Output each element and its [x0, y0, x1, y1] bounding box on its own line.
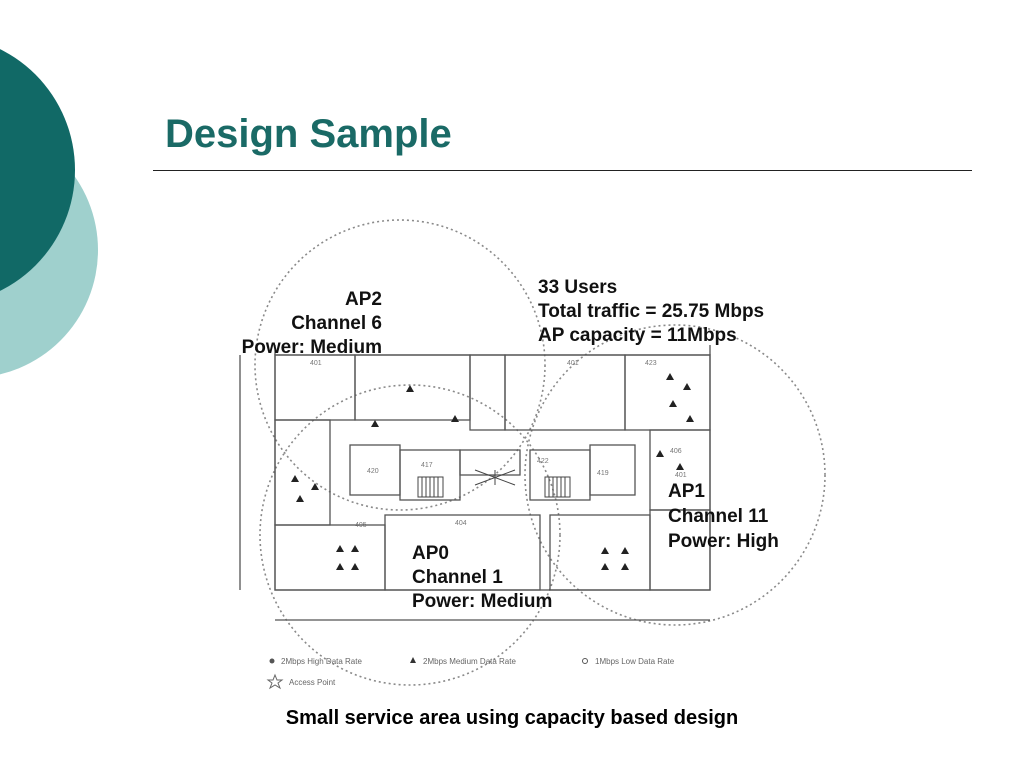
svg-text:417: 417 [421, 462, 433, 469]
low-rate-icon [583, 659, 588, 664]
stairs [418, 470, 570, 497]
svg-text:AP2: AP2 [345, 289, 382, 310]
capacity-summary [538, 277, 764, 346]
diagram-caption: Small service area using capacity based design [285, 707, 739, 729]
legend [268, 657, 675, 688]
slide-title: Design Sample [165, 112, 452, 156]
high-rate-icon [270, 659, 275, 664]
svg-text:33 Users: 33 Users [538, 277, 618, 298]
svg-text:AP capacity = 11Mbps: AP capacity = 11Mbps [538, 325, 737, 346]
floor-plan-diagram [215, 205, 840, 700]
svg-text:422: 422 [537, 458, 549, 465]
ap0-label [412, 543, 552, 612]
svg-text:401: 401 [567, 360, 579, 367]
svg-text:Power: Medium: Power: Medium [241, 337, 382, 358]
svg-text:Channel 1: Channel 1 [412, 567, 503, 588]
svg-text:Total traffic = 25.75 Mbps: Total traffic = 25.75 Mbps [538, 301, 765, 322]
svg-text:2Mbps Medium Data Rate: 2Mbps Medium Data Rate [423, 657, 516, 666]
svg-text:Power: High: Power: High [668, 531, 779, 552]
svg-text:Channel 6: Channel 6 [291, 313, 382, 334]
svg-text:1Mbps Low Data Rate: 1Mbps Low Data Rate [595, 657, 675, 666]
ap2-label [242, 289, 382, 358]
svg-text:Channel 11: Channel 11 [668, 506, 769, 527]
svg-text:Power: Medium: Power: Medium [412, 591, 553, 612]
svg-text:404: 404 [455, 520, 467, 527]
svg-text:405: 405 [355, 522, 367, 529]
svg-text:401: 401 [675, 472, 687, 479]
client-triangles [291, 373, 694, 570]
decorative-circles [0, 0, 110, 420]
svg-text:423: 423 [645, 360, 657, 367]
svg-text:AP1: AP1 [668, 481, 705, 502]
access-point-icon [268, 675, 282, 688]
ap1-label [668, 481, 779, 552]
medium-rate-icon [410, 657, 416, 663]
svg-text:401: 401 [310, 360, 322, 367]
svg-text:419: 419 [597, 470, 609, 477]
svg-text:AP0: AP0 [412, 543, 449, 564]
svg-text:Access Point: Access Point [289, 678, 336, 687]
svg-text:420: 420 [367, 468, 379, 475]
title-divider [153, 170, 972, 171]
svg-text:406: 406 [670, 448, 682, 455]
svg-text:2Mbps High Data Rate: 2Mbps High Data Rate [281, 657, 362, 666]
